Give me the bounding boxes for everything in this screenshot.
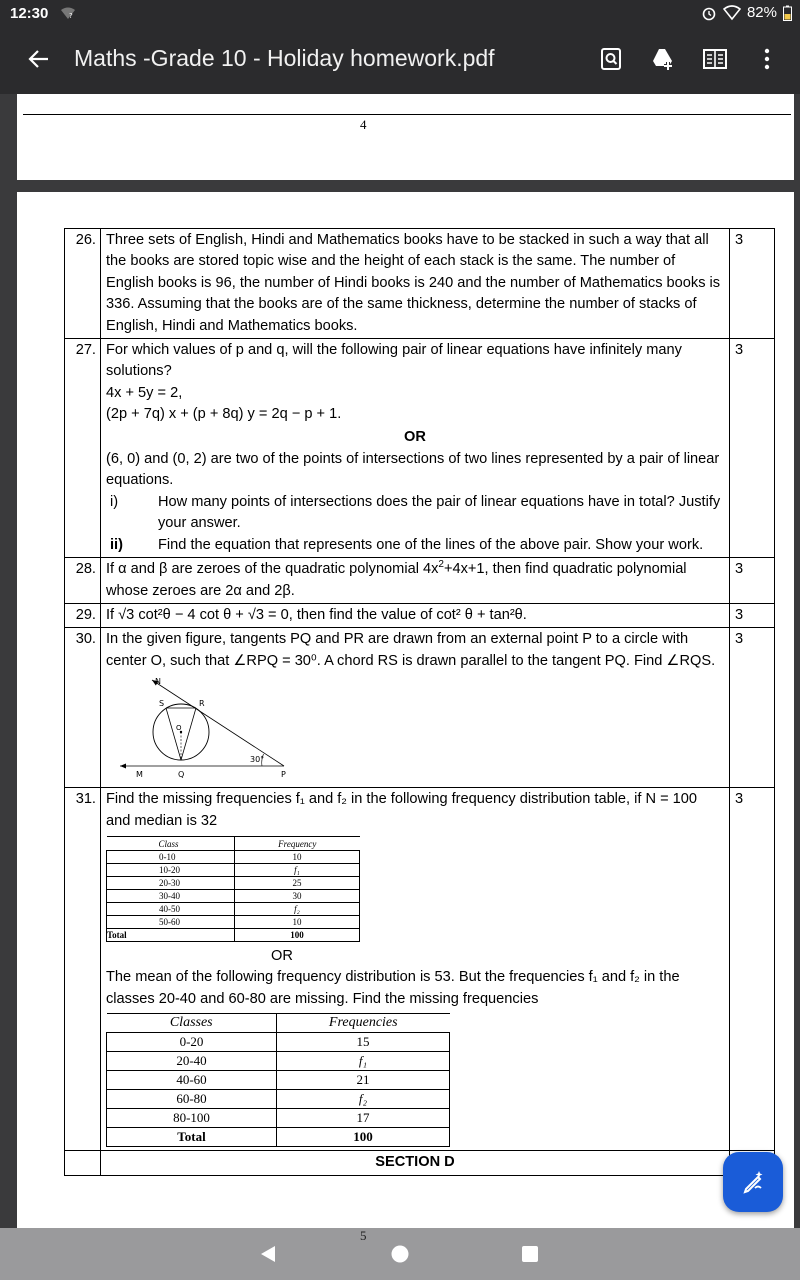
table-row (107, 863, 360, 876)
sub-label: ii) (110, 536, 123, 553)
question-number: 31. (65, 788, 101, 1151)
battery-percent: 82% (746, 4, 777, 21)
question-31 (65, 788, 775, 1151)
question-26 (65, 229, 775, 339)
question-marks: 3 (730, 603, 775, 627)
table-row (107, 850, 360, 863)
or-label: OR (271, 947, 293, 964)
text-part: If α and β are zeroes of the quadratic polynomial 4x (106, 561, 439, 578)
class-cell: 40-50 (107, 902, 235, 915)
question-27 (65, 339, 775, 558)
nav-recents-icon[interactable] (521, 1245, 539, 1263)
wifi-icon (60, 6, 76, 20)
total-value: 100 (277, 1128, 450, 1147)
class-cell: 30-40 (107, 889, 235, 902)
question-29 (65, 603, 775, 627)
angle-label: 30° (250, 755, 265, 765)
table-row (107, 889, 360, 902)
question-30 (65, 628, 775, 788)
table-row (107, 1071, 450, 1090)
header-frequency: Frequencies (277, 1014, 450, 1033)
search-document-icon[interactable] (598, 46, 624, 72)
frequency-cell: 10 (235, 850, 360, 863)
tangent-circle-figure (112, 674, 302, 786)
frequency-cell: 30 (235, 889, 360, 902)
sub-question-i (106, 492, 724, 535)
question-marks: 3 (730, 339, 775, 558)
question-text (101, 558, 730, 604)
reader-mode-icon[interactable] (702, 46, 728, 72)
frequency-table-2 (106, 1013, 450, 1147)
frequency-cell: f₁ (277, 1052, 450, 1071)
frequency-cell: 17 (277, 1109, 450, 1128)
question-marks: 3 (730, 788, 775, 1151)
sub-text: Find the equation that represents one of the lines of the above pair. Show your work. (158, 536, 704, 553)
text-part: +4x+1, then find quadratic polynomial whose zeroes are 2α and 2β. (106, 561, 687, 599)
page-divider-line (23, 114, 791, 115)
header-class: Class (107, 836, 235, 850)
drive-add-icon[interactable] (650, 46, 676, 72)
total-label: Total (107, 928, 235, 941)
table-row (107, 902, 360, 915)
page-number: 4 (360, 117, 367, 132)
question-text: For which values of p and q, will the following pair of linear equations have infinitely many solutions? (106, 342, 682, 380)
pen-sparkle-icon (739, 1168, 767, 1196)
label-m: M (136, 770, 143, 780)
class-cell: 50-60 (107, 915, 235, 928)
question-marks: 3 (730, 558, 775, 604)
question-number: 29. (65, 603, 101, 627)
class-cell: 40-60 (107, 1071, 277, 1090)
or-label: OR (404, 428, 426, 445)
question-text: If √3 cot²θ − 4 cot θ + √3 = 0, then find the value of cot² θ + tan²θ. (101, 603, 730, 627)
question-number: 27. (65, 339, 101, 558)
status-time: 12:30 (10, 5, 49, 22)
questions-table (64, 228, 775, 1176)
frequency-table-1 (106, 836, 360, 942)
frequency-cell: 25 (235, 876, 360, 889)
app-bar (0, 28, 800, 94)
class-cell: 0-20 (107, 1033, 277, 1052)
sub-text: How many points of intersections does the pair of linear equations have in total? Justify your answer. (158, 493, 721, 532)
label-s: S (159, 699, 165, 709)
document-title: Maths -Grade 10 - Holiday homework.pdf (74, 45, 495, 71)
frequency-cell: 21 (277, 1071, 450, 1090)
class-cell: 20-40 (107, 1052, 277, 1071)
table-row (107, 876, 360, 889)
question-number: 26. (65, 229, 101, 339)
battery-icon (783, 5, 792, 21)
alarm-icon (701, 5, 717, 21)
header-frequency: Frequency (235, 836, 360, 850)
navigation-bar (0, 1228, 800, 1280)
question-marks: 3 (730, 229, 775, 339)
question-28 (65, 558, 775, 604)
question-text: Find the missing frequencies f₁ and f₂ in the following frequency distribution table, if N = 100 and median is 32 (106, 791, 698, 829)
class-cell: 20-30 (107, 876, 235, 889)
more-options-icon[interactable] (754, 46, 780, 72)
status-bar (0, 0, 800, 28)
table-row (107, 1090, 450, 1109)
table-row (107, 1052, 450, 1071)
label-p: P (281, 770, 286, 780)
wifi-signal-icon (723, 5, 741, 21)
back-arrow-icon[interactable] (26, 46, 52, 72)
label-n: N (155, 677, 161, 687)
alternative-text: The mean of the following frequency distribution is 53. But the frequencies f₁ and f₂ in the classes 20-40 and 60-80 are missing. Find the missing frequencies (106, 969, 680, 1007)
svg-text:?: ? (69, 12, 73, 20)
class-cell: 0-10 (107, 850, 235, 863)
question-text: In the given figure, tangents PQ and PR are drawn from an external point P to a circle with center O, such that ∠RPQ = 30⁰. A chord RS is drawn parallel to the tangent PQ. Find ∠RQS. (106, 631, 716, 669)
next-page-number: 5 (360, 1228, 367, 1243)
table-row (107, 1033, 450, 1052)
label-r: R (199, 699, 205, 709)
class-cell: 10-20 (107, 863, 235, 876)
question-text: Three sets of English, Hindi and Mathematics books have to be stacked in such a way that all the books are stored topic wise and the height of each stack is the same. The number of English books is 96, the number of Hindi books is 240 and the number of Mathematics books is 336. Assuming that the books are of the same thickness, determine the number of stacks of English, Hindi and Mathematics books. (101, 229, 730, 339)
total-value: 100 (235, 928, 360, 941)
header-class: Classes (107, 1014, 277, 1033)
sub-question-ii (106, 535, 724, 556)
class-cell: 60-80 (107, 1090, 277, 1109)
frequency-cell: 10 (235, 915, 360, 928)
frequency-cell: 15 (277, 1033, 450, 1052)
question-number: 30. (65, 628, 101, 788)
nav-back-icon[interactable] (258, 1244, 278, 1264)
label-o: O (176, 724, 182, 733)
alternative-text: (6, 0) and (0, 2) are two of the points of intersections of two lines represented by a pair of linear equations. (106, 451, 720, 489)
question-number: 28. (65, 558, 101, 604)
annotate-button[interactable] (723, 1152, 783, 1212)
table-row (107, 1109, 450, 1128)
pdf-page-5[interactable] (17, 192, 794, 1228)
equation-2: (2p + 7q) x + (p + 8q) y = 2q − p + 1. (106, 406, 342, 423)
frequency-cell: f₂ (235, 902, 360, 915)
section-row (65, 1151, 775, 1175)
question-marks: 3 (730, 628, 775, 788)
class-cell: 80-100 (107, 1109, 277, 1128)
frequency-cell: f₂ (277, 1090, 450, 1109)
pdf-page-4[interactable] (17, 94, 794, 180)
frequency-cell: f₁ (235, 863, 360, 876)
sub-label: i) (110, 493, 119, 510)
section-heading: SECTION D (101, 1151, 730, 1175)
label-q: Q (178, 770, 185, 780)
equation-1: 4x + 5y = 2, (106, 384, 183, 401)
table-row (107, 915, 360, 928)
superscript: 2 (438, 559, 444, 571)
nav-home-icon[interactable] (390, 1244, 410, 1264)
total-label: Total (107, 1128, 277, 1147)
